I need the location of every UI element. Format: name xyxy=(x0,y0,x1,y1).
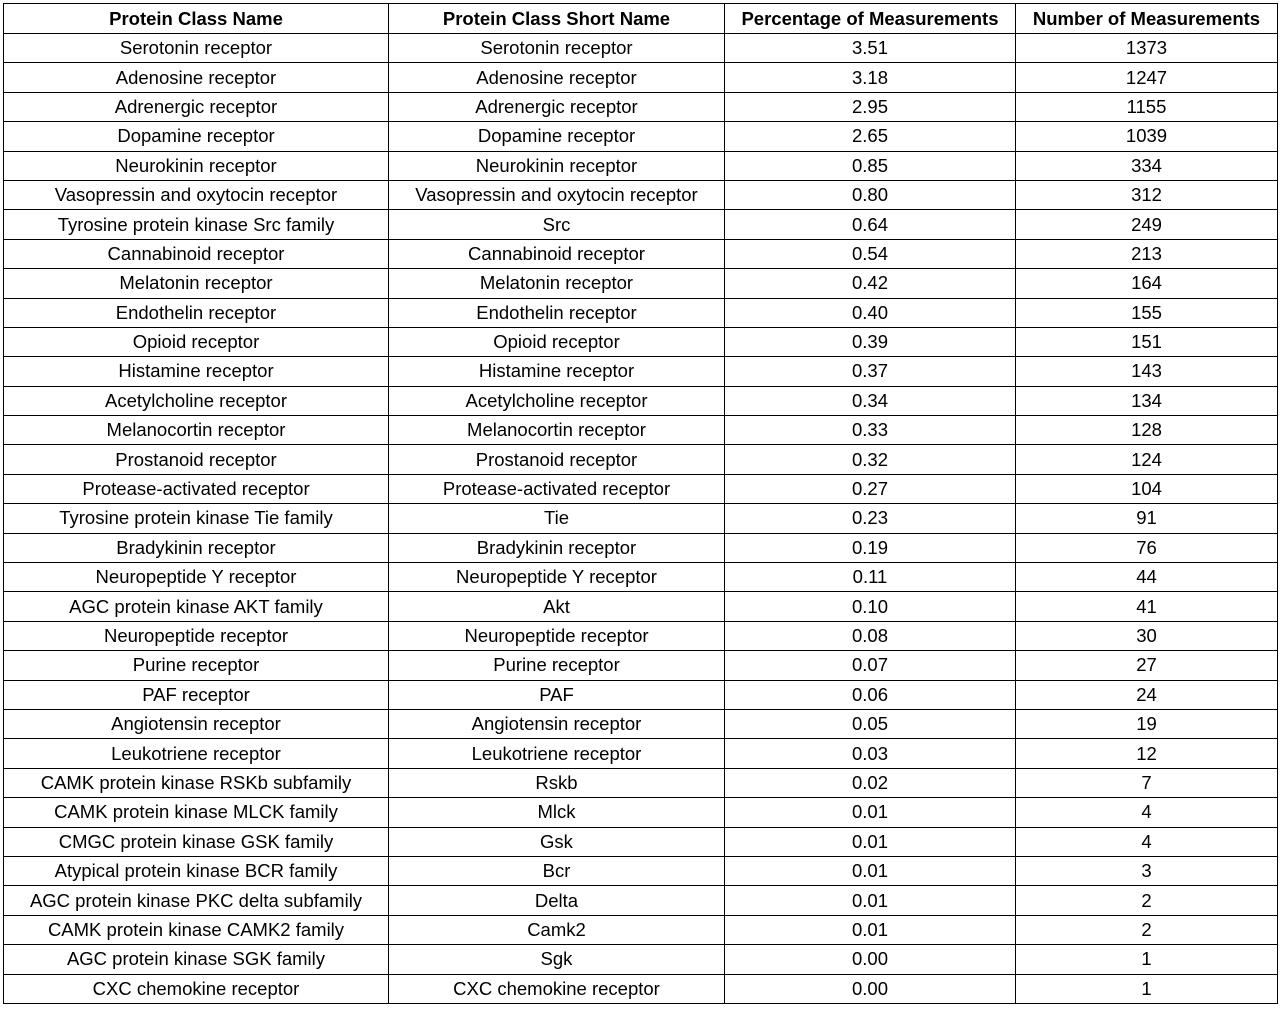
cell-percentage: 0.03 xyxy=(725,739,1016,768)
table-row xyxy=(4,768,1278,797)
cell-protein-class-short-name: PAF xyxy=(389,680,725,709)
cell-protein-class-short-name: Adenosine receptor xyxy=(389,63,725,92)
table-row xyxy=(4,974,1278,1003)
table-row xyxy=(4,445,1278,474)
cell-count: 1247 xyxy=(1016,63,1278,92)
cell-count: 134 xyxy=(1016,386,1278,415)
cell-count: 249 xyxy=(1016,210,1278,239)
cell-protein-class-short-name: Serotonin receptor xyxy=(389,34,725,63)
cell-count: 104 xyxy=(1016,474,1278,503)
cell-percentage: 2.95 xyxy=(725,92,1016,121)
cell-count: 3 xyxy=(1016,856,1278,885)
cell-percentage: 0.85 xyxy=(725,151,1016,180)
cell-count: 44 xyxy=(1016,563,1278,592)
header-percentage-of-measurements: Percentage of Measurements xyxy=(725,4,1016,34)
cell-percentage: 0.05 xyxy=(725,709,1016,738)
cell-protein-class-name: Bradykinin receptor xyxy=(4,533,389,562)
cell-count: 27 xyxy=(1016,651,1278,680)
cell-percentage: 0.01 xyxy=(725,856,1016,885)
cell-protein-class-name: Acetylcholine receptor xyxy=(4,386,389,415)
table-row xyxy=(4,474,1278,503)
cell-protein-class-name: CMGC protein kinase GSK family xyxy=(4,827,389,856)
table-row xyxy=(4,739,1278,768)
cell-protein-class-short-name: Delta xyxy=(389,886,725,915)
cell-count: 76 xyxy=(1016,533,1278,562)
cell-protein-class-name: Adenosine receptor xyxy=(4,63,389,92)
table-row xyxy=(4,592,1278,621)
table-row xyxy=(4,915,1278,944)
cell-protein-class-name: Prostanoid receptor xyxy=(4,445,389,474)
cell-percentage: 0.80 xyxy=(725,180,1016,209)
table-row xyxy=(4,269,1278,298)
table-row xyxy=(4,357,1278,386)
cell-percentage: 0.64 xyxy=(725,210,1016,239)
cell-percentage: 0.08 xyxy=(725,621,1016,650)
cell-protein-class-name: AGC protein kinase PKC delta subfamily xyxy=(4,886,389,915)
cell-protein-class-name: Leukotriene receptor xyxy=(4,739,389,768)
table-row xyxy=(4,151,1278,180)
cell-percentage: 0.54 xyxy=(725,239,1016,268)
cell-percentage: 0.01 xyxy=(725,886,1016,915)
cell-percentage: 0.00 xyxy=(725,974,1016,1003)
table-row xyxy=(4,827,1278,856)
cell-percentage: 0.42 xyxy=(725,269,1016,298)
cell-protein-class-short-name: Melatonin receptor xyxy=(389,269,725,298)
cell-protein-class-short-name: Histamine receptor xyxy=(389,357,725,386)
cell-count: 41 xyxy=(1016,592,1278,621)
cell-protein-class-name: Histamine receptor xyxy=(4,357,389,386)
cell-protein-class-short-name: Neuropeptide receptor xyxy=(389,621,725,650)
cell-count: 4 xyxy=(1016,827,1278,856)
cell-protein-class-name: Tyrosine protein kinase Tie family xyxy=(4,504,389,533)
cell-percentage: 2.65 xyxy=(725,122,1016,151)
cell-protein-class-name: Serotonin receptor xyxy=(4,34,389,63)
cell-protein-class-short-name: Cannabinoid receptor xyxy=(389,239,725,268)
cell-protein-class-short-name: Prostanoid receptor xyxy=(389,445,725,474)
header-protein-class-short-name: Protein Class Short Name xyxy=(389,4,725,34)
table-row xyxy=(4,63,1278,92)
cell-protein-class-name: AGC protein kinase AKT family xyxy=(4,592,389,621)
cell-percentage: 3.51 xyxy=(725,34,1016,63)
table-row xyxy=(4,709,1278,738)
cell-percentage: 0.10 xyxy=(725,592,1016,621)
cell-count: 143 xyxy=(1016,357,1278,386)
cell-protein-class-name: CAMK protein kinase RSKb subfamily xyxy=(4,768,389,797)
cell-count: 1 xyxy=(1016,945,1278,974)
cell-protein-class-name: Cannabinoid receptor xyxy=(4,239,389,268)
cell-count: 7 xyxy=(1016,768,1278,797)
cell-percentage: 0.00 xyxy=(725,945,1016,974)
cell-protein-class-name: Purine receptor xyxy=(4,651,389,680)
cell-protein-class-name: Endothelin receptor xyxy=(4,298,389,327)
table-row xyxy=(4,210,1278,239)
cell-protein-class-short-name: Camk2 xyxy=(389,915,725,944)
cell-count: 151 xyxy=(1016,327,1278,356)
table-row xyxy=(4,34,1278,63)
cell-protein-class-name: Neuropeptide receptor xyxy=(4,621,389,650)
cell-count: 19 xyxy=(1016,709,1278,738)
cell-percentage: 0.01 xyxy=(725,798,1016,827)
cell-protein-class-name: Melatonin receptor xyxy=(4,269,389,298)
cell-protein-class-short-name: Opioid receptor xyxy=(389,327,725,356)
cell-percentage: 0.19 xyxy=(725,533,1016,562)
cell-percentage: 0.33 xyxy=(725,416,1016,445)
table-row xyxy=(4,122,1278,151)
cell-protein-class-name: Protease-activated receptor xyxy=(4,474,389,503)
cell-protein-class-name: PAF receptor xyxy=(4,680,389,709)
cell-protein-class-name: Atypical protein kinase BCR family xyxy=(4,856,389,885)
cell-count: 91 xyxy=(1016,504,1278,533)
cell-percentage: 0.27 xyxy=(725,474,1016,503)
cell-percentage: 0.23 xyxy=(725,504,1016,533)
cell-protein-class-short-name: Melanocortin receptor xyxy=(389,416,725,445)
cell-percentage: 0.32 xyxy=(725,445,1016,474)
cell-protein-class-short-name: Akt xyxy=(389,592,725,621)
cell-percentage: 0.34 xyxy=(725,386,1016,415)
table-row xyxy=(4,533,1278,562)
cell-protein-class-name: Angiotensin receptor xyxy=(4,709,389,738)
cell-protein-class-name: CAMK protein kinase MLCK family xyxy=(4,798,389,827)
cell-protein-class-name: Opioid receptor xyxy=(4,327,389,356)
cell-protein-class-name: CXC chemokine receptor xyxy=(4,974,389,1003)
table-row xyxy=(4,680,1278,709)
cell-protein-class-short-name: Bradykinin receptor xyxy=(389,533,725,562)
cell-count: 1373 xyxy=(1016,34,1278,63)
cell-protein-class-short-name: Protease-activated receptor xyxy=(389,474,725,503)
cell-count: 1039 xyxy=(1016,122,1278,151)
cell-percentage: 0.01 xyxy=(725,827,1016,856)
cell-count: 12 xyxy=(1016,739,1278,768)
cell-percentage: 0.37 xyxy=(725,357,1016,386)
cell-count: 124 xyxy=(1016,445,1278,474)
cell-percentage: 0.40 xyxy=(725,298,1016,327)
cell-protein-class-short-name: Mlck xyxy=(389,798,725,827)
cell-protein-class-short-name: Vasopressin and oxytocin receptor xyxy=(389,180,725,209)
cell-percentage: 0.01 xyxy=(725,915,1016,944)
cell-count: 30 xyxy=(1016,621,1278,650)
cell-count: 1 xyxy=(1016,974,1278,1003)
cell-protein-class-short-name: Rskb xyxy=(389,768,725,797)
header-number-of-measurements: Number of Measurements xyxy=(1016,4,1278,34)
table-row xyxy=(4,327,1278,356)
cell-percentage: 3.18 xyxy=(725,63,1016,92)
cell-protein-class-short-name: Sgk xyxy=(389,945,725,974)
table-row xyxy=(4,856,1278,885)
cell-protein-class-short-name: Acetylcholine receptor xyxy=(389,386,725,415)
table-row xyxy=(4,239,1278,268)
cell-protein-class-name: Neurokinin receptor xyxy=(4,151,389,180)
cell-protein-class-short-name: Tie xyxy=(389,504,725,533)
cell-protein-class-name: Dopamine receptor xyxy=(4,122,389,151)
cell-protein-class-name: Melanocortin receptor xyxy=(4,416,389,445)
cell-protein-class-name: Vasopressin and oxytocin receptor xyxy=(4,180,389,209)
cell-count: 4 xyxy=(1016,798,1278,827)
table-row xyxy=(4,504,1278,533)
header-protein-class-name: Protein Class Name xyxy=(4,4,389,34)
protein-class-table xyxy=(3,3,1278,1004)
table-row xyxy=(4,651,1278,680)
cell-protein-class-short-name: Bcr xyxy=(389,856,725,885)
cell-protein-class-name: Adrenergic receptor xyxy=(4,92,389,121)
table-row xyxy=(4,180,1278,209)
cell-count: 1155 xyxy=(1016,92,1278,121)
cell-count: 334 xyxy=(1016,151,1278,180)
cell-count: 24 xyxy=(1016,680,1278,709)
cell-count: 312 xyxy=(1016,180,1278,209)
cell-protein-class-name: Neuropeptide Y receptor xyxy=(4,563,389,592)
table-row xyxy=(4,621,1278,650)
cell-protein-class-short-name: Neurokinin receptor xyxy=(389,151,725,180)
table-row xyxy=(4,92,1278,121)
cell-protein-class-short-name: Purine receptor xyxy=(389,651,725,680)
cell-percentage: 0.39 xyxy=(725,327,1016,356)
cell-protein-class-short-name: Dopamine receptor xyxy=(389,122,725,151)
table-row xyxy=(4,886,1278,915)
cell-percentage: 0.02 xyxy=(725,768,1016,797)
cell-protein-class-short-name: Src xyxy=(389,210,725,239)
table-row xyxy=(4,386,1278,415)
cell-count: 213 xyxy=(1016,239,1278,268)
header-row xyxy=(4,4,1278,34)
table-row xyxy=(4,563,1278,592)
cell-protein-class-short-name: Gsk xyxy=(389,827,725,856)
cell-protein-class-name: CAMK protein kinase CAMK2 family xyxy=(4,915,389,944)
cell-percentage: 0.11 xyxy=(725,563,1016,592)
table-row xyxy=(4,416,1278,445)
cell-count: 2 xyxy=(1016,915,1278,944)
cell-count: 155 xyxy=(1016,298,1278,327)
cell-protein-class-name: AGC protein kinase SGK family xyxy=(4,945,389,974)
table-row xyxy=(4,298,1278,327)
cell-protein-class-short-name: Neuropeptide Y receptor xyxy=(389,563,725,592)
table-row xyxy=(4,945,1278,974)
cell-percentage: 0.07 xyxy=(725,651,1016,680)
table-header xyxy=(4,4,1278,34)
cell-protein-class-short-name: Endothelin receptor xyxy=(389,298,725,327)
cell-count: 2 xyxy=(1016,886,1278,915)
table-body xyxy=(4,34,1278,1004)
cell-protein-class-short-name: CXC chemokine receptor xyxy=(389,974,725,1003)
table-row xyxy=(4,798,1278,827)
cell-count: 128 xyxy=(1016,416,1278,445)
cell-protein-class-short-name: Adrenergic receptor xyxy=(389,92,725,121)
cell-count: 164 xyxy=(1016,269,1278,298)
cell-percentage: 0.06 xyxy=(725,680,1016,709)
cell-protein-class-short-name: Leukotriene receptor xyxy=(389,739,725,768)
protein-class-table-container xyxy=(3,3,1277,1004)
cell-protein-class-name: Tyrosine protein kinase Src family xyxy=(4,210,389,239)
cell-protein-class-short-name: Angiotensin receptor xyxy=(389,709,725,738)
